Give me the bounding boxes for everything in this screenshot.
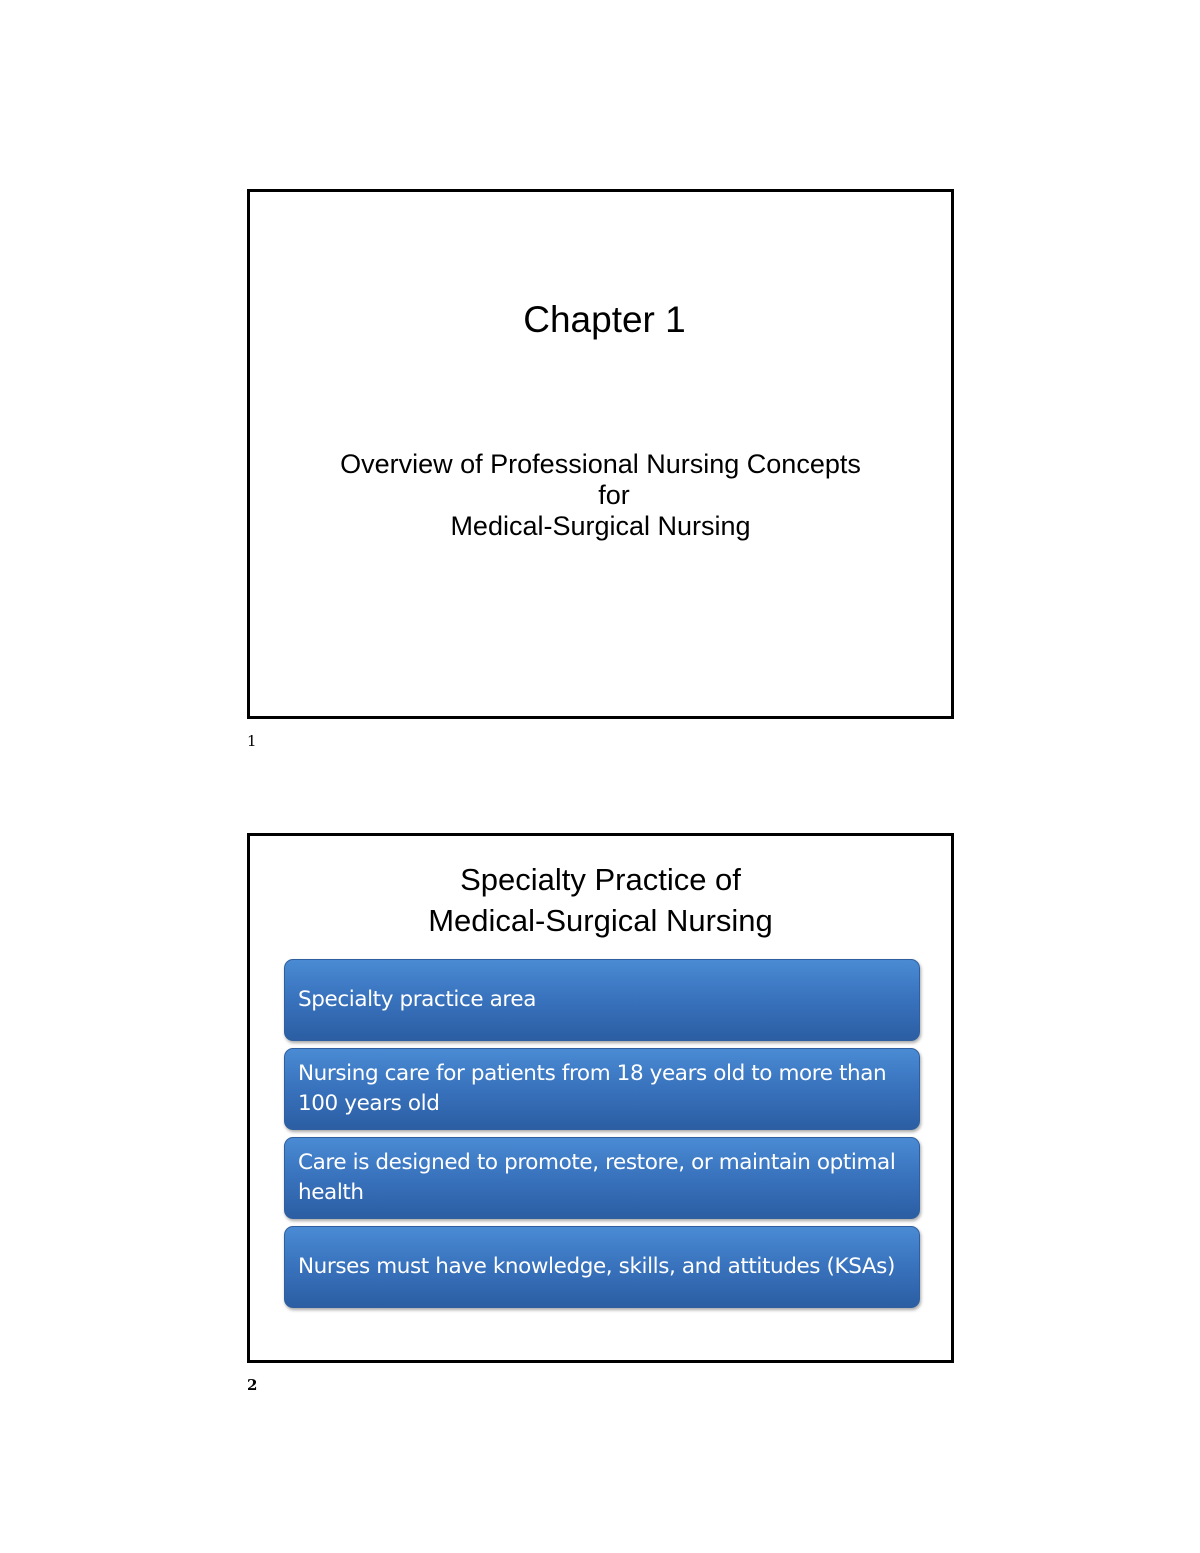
list-item-text: Care is designed to promote, restore, or maintain optimal health — [298, 1150, 896, 1205]
slide-1-title: Chapter 1 — [523, 299, 686, 340]
slide-2 — [247, 833, 954, 1363]
slide-1 — [247, 189, 954, 719]
bullet-list — [284, 959, 920, 1315]
subtitle-line-3: Medical-Surgical Nursing — [450, 511, 751, 541]
list-item-text: Nursing care for patients from 18 years old to more than 100 years old — [298, 1061, 887, 1116]
list-item-text: Specialty practice area — [298, 987, 536, 1012]
slide-number-1: 1 — [247, 732, 257, 750]
list-item — [284, 1048, 920, 1130]
list-item — [284, 959, 920, 1041]
subtitle-line-2: for — [598, 480, 630, 510]
slide-2-title — [250, 859, 951, 941]
slide-number-2: 2 — [247, 1376, 258, 1394]
slide-1-subtitle — [250, 449, 951, 542]
subtitle-line-1: Overview of Professional Nursing Concepts — [340, 449, 861, 479]
list-item-text: Nurses must have knowledge, skills, and attitudes (KSAs) — [298, 1254, 895, 1279]
list-item — [284, 1226, 920, 1308]
list-item — [284, 1137, 920, 1219]
title-line-1: Specialty Practice of — [460, 862, 741, 897]
title-line-2: Medical-Surgical Nursing — [428, 903, 773, 938]
